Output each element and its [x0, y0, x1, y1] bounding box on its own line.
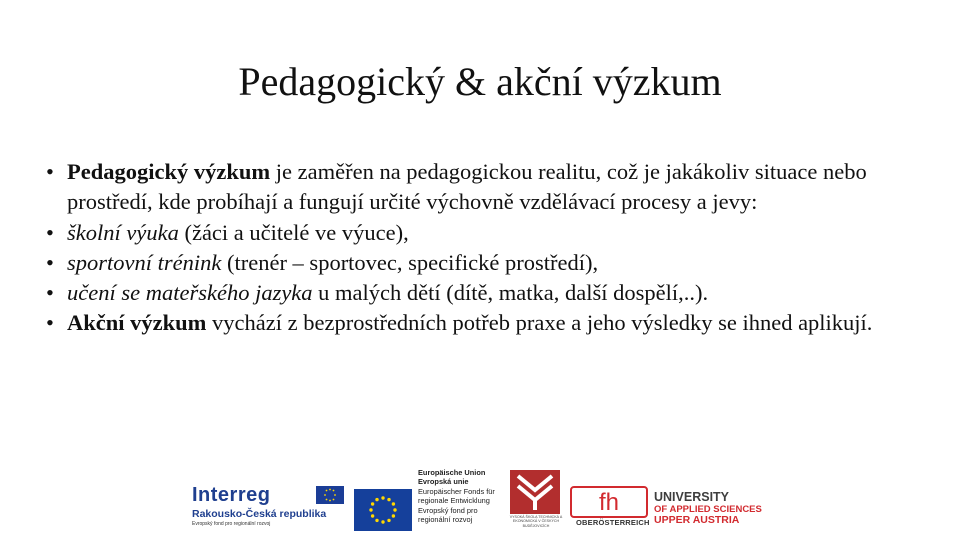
bullet-term: Akční výzkum	[67, 310, 207, 336]
fh-mark: fh	[598, 489, 620, 516]
bullet-text: vychází z bezprostředních potřeb praxe a jeho výsledky se ihned aplikují.	[206, 310, 873, 336]
bullet-symbol: •	[46, 280, 54, 306]
fh-caption: OBERÖSTERREICH	[576, 518, 650, 527]
bullet-symbol: •	[46, 310, 54, 336]
bullet-symbol: •	[46, 159, 54, 184]
slide-title: Pedagogický & akční výzkum	[238, 59, 722, 104]
bullet-term: sportovní trénink	[67, 249, 222, 275]
university-line: UPPER AUSTRIA	[654, 514, 740, 526]
eu-line: regionální rozvoj	[418, 515, 473, 525]
interreg-logo	[190, 484, 350, 530]
eu-line: Europäischer Fonds für	[418, 486, 495, 496]
vste-logo	[510, 470, 560, 514]
bullet-symbol: •	[46, 249, 54, 275]
university-wordmark	[654, 492, 762, 527]
eu-line: Evropský fond pro	[418, 505, 478, 515]
bullet-symbol: •	[46, 219, 54, 245]
vste-caption: VYSOKÁ ŠKOLA TECHNICKÁ A EKONOMICKÁ V ČESKÝCH BUDĚJOVICÍCH	[509, 515, 563, 528]
bullet-item-school-teaching	[46, 218, 926, 248]
bullet-list	[46, 157, 926, 339]
bullet-text: (trenér – sportovec, specifické prostředí),	[221, 249, 599, 275]
eu-flag-icon	[354, 489, 412, 531]
eu-line: Europäische Union	[418, 468, 486, 477]
bullet-item-pedagogical-research	[46, 157, 926, 218]
interreg-wordmark: Interreg	[192, 484, 271, 506]
bullet-item-action-research	[46, 308, 926, 338]
bullet-item-sports-training	[46, 248, 926, 278]
interreg-program-name: Rakousko-Česká republika	[192, 508, 327, 520]
university-line: UNIVERSITY	[654, 490, 730, 504]
bullet-text: u malých dětí (dítě, matka, další dospělí,..).	[312, 280, 709, 306]
bullet-item-mother-tongue	[46, 278, 926, 308]
bullet-term: Pedagogický výzkum	[67, 159, 271, 184]
bullet-text: (žáci a učitelé ve výuce),	[178, 219, 409, 245]
university-line: OF APPLIED SCIENCES	[654, 503, 762, 515]
eu-line: Evropská unie	[418, 477, 469, 487]
eu-flag-small-icon	[316, 486, 344, 504]
bullet-term: školní výuka	[67, 219, 179, 245]
eu-fund-text	[418, 468, 510, 524]
bullet-term: učení se mateřského jazyka	[67, 280, 313, 306]
eu-line: regionale Entwicklung	[418, 496, 490, 506]
interreg-fund-text: Evropský fond pro regionální rozvoj	[192, 521, 271, 527]
bullet-text: je zaměřen na pedagogickou realitu, což je jakákoliv situace nebo prostředí, kde probíhají a fungují určité výchovně vzdělávací procesy a jevy:	[67, 159, 867, 215]
